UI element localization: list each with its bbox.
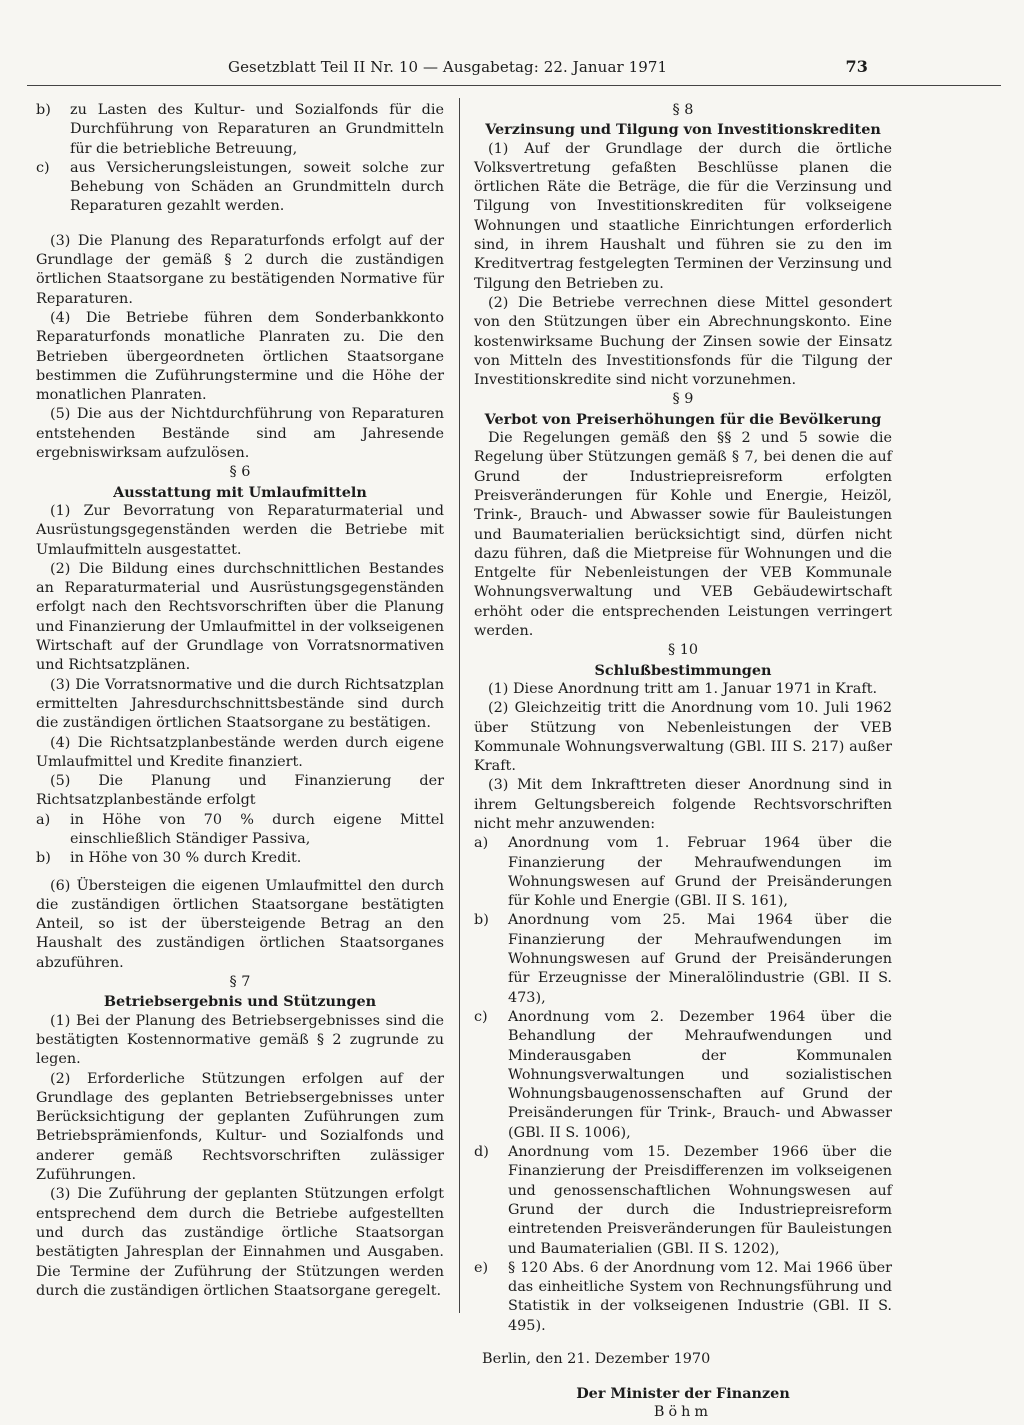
section-title: Betriebsergebnis und Stützungen	[103, 993, 377, 1011]
paragraph: (3) Die Vorratsnormative und die durch Richtsatzplan ermittelten Jahresdurchschnittsbestände sind durch die zuständigen örtlichen Staatsorgane zu bestätigen.	[36, 676, 444, 732]
paragraph: (5) Die Planung und Finanzierung der Richtsatzplanbestände erfolgt	[36, 773, 444, 809]
paragraph: (4) Die Betriebe führen dem Sonderbankkonto Reparaturfonds monatliche Planraten zu. Die den Betrieben übergeordneten örtlichen Staatsorgane bestimmen die Zuführungstermine und die Höhe der monatlichen Planraten.	[36, 309, 444, 404]
paragraph: (1) Zur Bevorratung von Reparaturmaterial und Ausrüstungsgegenständen werden die Betriebe mit Umlaufmitteln ausgestattet.	[36, 502, 444, 558]
section-title: Ausstattung mit Umlaufmitteln	[113, 483, 367, 501]
signature-title: Der Minister der Finanzen	[576, 1384, 790, 1402]
paragraph: (3) Die Zuführung der geplanten Stützungen erfolgt entsprechend dem durch die Betriebe aufgestellten und durch das zuständige örtliche Staatsorgan bestätigten Jahresplan der Einnahmen und Ausgaben. Die Termine der Zuführung der Stützungen werden durch die zuständigen örtlichen Staatsorgane geregelt.	[36, 1186, 444, 1299]
section-title: Verbot von Preiserhöhungen für die Bevölkerung	[484, 410, 882, 428]
list-item-label: b)	[36, 102, 51, 118]
list-item-text: § 120 Abs. 6 der Anordnung vom 12. Mai 1966 über das einheitliche System von Rechnungsführung und Statistik in der volkseigenen Industrie (GBl. II S. 495).	[508, 1259, 892, 1334]
section-number: § 6	[229, 464, 251, 481]
paragraph: (1) Bei der Planung des Betriebsergebnisses sind die bestätigten Kostennormative gemäß § 2 zugrunde zu legen.	[36, 1012, 444, 1068]
section-number: § 7	[229, 974, 251, 991]
list-item	[474, 1143, 892, 1259]
list-item-label: c)	[36, 159, 50, 176]
list-item-text: Anordnung vom 2. Dezember 1964 über die Behandlung der Mehraufwendungen und Minderausgaben der Kommunalen Wohnungsverwaltungen und sozialistischen Wohnungsbaugenossenschaften auf Grund der Preisänderungen für Trink-, Brauch- und Abwasser (GBl. II S. 1006),	[508, 1008, 892, 1141]
paragraph: (1) Auf der Grundlage der durch die örtliche Volksvertretung gefaßten Beschlüsse planen die örtlichen Räte die Beträge, die für die Verzinsung und Tilgung von Investitionskrediten für volkseigene Wohnungen und staatliche Einrichtungen erforderlich sind, in ihrem Haushalt und führen sie zu den im Kreditvertrag festgelegten Terminen der Verzinsung und Tilgung den Betrieben zu.	[474, 140, 892, 292]
list-item	[36, 101, 444, 159]
paragraph: (6) Übersteigen die eigenen Umlaufmittel den durch die zuständigen örtlichen Staatsorgane bestätigten Anteil, so ist der übersteigende Betrag an den Haushalt des zuständigen örtlichen Staatsorganes abzuführen.	[36, 877, 444, 971]
paragraph: (2) Die Bildung eines durchschnittlichen Bestandes an Reparaturmaterial und Ausrüstungsgegenständen erfolgt nach den Rechtsvorschriften über die Planung und Finanzierung der Umlaufmittel in der volkseigenen Wirtschaft auf der Grundlage von Vorratsnormativen und Richtsatzplänen.	[36, 560, 444, 674]
signature-name: Böhm	[653, 1403, 713, 1420]
section-number: § 9	[672, 391, 694, 408]
list-item-text: aus Versicherungsleistungen, soweit solche zur Behebung von Schäden an Grundmitteln durch Reparaturen gezahlt werden.	[70, 159, 444, 215]
list-item	[36, 849, 444, 868]
column-divider	[459, 98, 460, 1313]
paragraph: (4) Die Richtsatzplanbestände werden durch eigene Umlaufmittel und Kredite finanziert.	[36, 734, 444, 770]
page-header	[228, 58, 868, 80]
paragraph: Die Regelungen gemäß den §§ 2 und 5 sowie die Regelung über Stützungen gemäß § 7, bei denen die auf Grund der Industriepreisreform erfolgten Preisveränderungen für Kohle und Energie, Heizöl, Trink-, Brauch- und Abwasser sowie für Bauleistungen und Baumaterialien berücksichtigt sind, dürfen nicht dazu führen, daß die Mietpreise für Wohnungen und die Entgelte für Nebenleistungen der VEB Kommunale Wohnungsverwaltung und VEB Gebäudewirtschaft erhöht oder die entsprechenden Leistungen verringert werden.	[474, 430, 892, 640]
list-item	[474, 834, 892, 911]
page-number: 73	[845, 57, 868, 76]
list-item-text: Anordnung vom 25. Mai 1964 über die Finanzierung der Mehraufwendungen im Wohnungswesen auf Grund der Preisänderungen für Erzeugnisse der Mineralölindustrie (GBl. II S. 473),	[508, 912, 892, 1006]
paragraph: (5) Die aus der Nichtdurchführung von Reparaturen entstehenden Bestände sind am Jahresende ergebniswirksam aufzulösen.	[36, 406, 444, 462]
section-number: § 8	[672, 102, 694, 118]
paragraph: (1) Diese Anordnung tritt am 1. Januar 1971 in Kraft.	[488, 680, 878, 697]
list-item-text: zu Lasten des Kultur- und Sozialfonds für die Durchführung von Reparaturen an Grundmitteln für die betriebliche Betreuung,	[70, 102, 444, 157]
list-item	[474, 911, 892, 1007]
paragraph: (2) Erforderliche Stützungen erfolgen auf der Grundlage des geplanten Betriebsergebnisses unter Berücksichtigung der geplanten Zuführungen zum Betriebsprämienfonds, Kultur- und Sozialfonds und anderer gemäß Rechtsvorschriften zulässiger Zuführungen.	[36, 1070, 444, 1184]
list-item-label: b)	[474, 912, 489, 929]
list-item	[474, 1259, 892, 1336]
paragraph: (2) Gleichzeitig tritt die Anordnung vom 10. Juli 1962 über Stützung von Nebenleistungen der VEB Kommunale Wohnungsverwaltung (GBl. III S. 217) außer Kraft.	[474, 700, 892, 775]
section-title: Verzinsung und Tilgung von Investitionskrediten	[485, 121, 881, 139]
list-item	[474, 1008, 892, 1143]
header-title: Gesetzblatt Teil II Nr. 10 — Ausgabetag: 22. Januar 1971	[228, 58, 668, 76]
section-number: § 10	[667, 642, 699, 659]
right-column	[474, 101, 892, 1422]
list-item-label: b)	[36, 850, 51, 867]
paragraph: (3) Die Planung des Reparaturfonds erfolgt auf der Grundlage der gemäß § 2 durch die zuständigen örtlichen Staatsorgane zu bestätigenden Normative für Reparaturen.	[36, 232, 444, 307]
signature-date: Berlin, den 21. Dezember 1970	[482, 1351, 711, 1367]
list-item	[36, 811, 444, 850]
list-item-text: in Höhe von 30 % durch Kredit.	[70, 850, 302, 867]
paragraph: (2) Die Betriebe verrechnen diese Mittel gesondert von den Stützungen über ein Abrechnungskonto. Eine kostenwirksame Buchung der Zinsen sowie der Einsatz von Mitteln des Investitionsfonds für die Tilgung der Investitionskredite sind nicht vorzunehmen.	[474, 294, 892, 389]
list-item-label: d)	[474, 1144, 489, 1161]
section-title: Schlußbestimmungen	[594, 661, 772, 679]
header-rule	[27, 85, 1001, 86]
list-item-text: in Höhe von 70 % durch eigene Mittel einschließlich Ständiger Passiva,	[70, 811, 444, 847]
list-item-label: a)	[36, 811, 51, 828]
list-item-text: Anordnung vom 1. Februar 1964 über die Finanzierung der Mehraufwendungen im Wohnungswesen auf Grund der Preisänderungen für Kohle und Energie (GBl. II S. 161),	[508, 835, 892, 910]
list-item	[36, 159, 444, 217]
left-column	[36, 101, 444, 1301]
list-item-label: e)	[474, 1259, 489, 1276]
list-item-label: a)	[474, 835, 489, 852]
paragraph: (3) Mit dem Inkrafttreten dieser Anordnung sind in ihrem Geltungsbereich folgende Rechtsvorschriften nicht mehr anzuwenden:	[474, 777, 892, 832]
list-item-text: Anordnung vom 15. Dezember 1966 über die Finanzierung der Preisdifferenzen im volkseigenen und genossenschaftlichen Wohnungswesen auf Grund der durch die Industriepreisreform eintretenden Preisveränderungen für Bauleistungen und Baumaterialien (GBl. II S. 1202),	[508, 1144, 892, 1257]
list-item-label: c)	[474, 1008, 488, 1025]
